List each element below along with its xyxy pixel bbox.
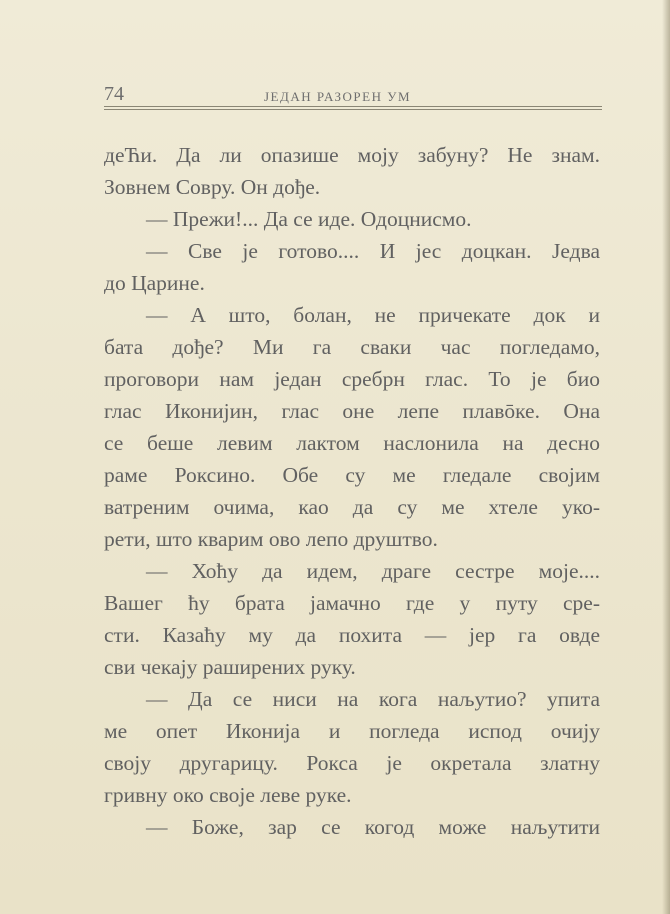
page-number: 74	[104, 83, 124, 105]
text-line: сти. Казаћу му да похита — јер га овде	[104, 623, 600, 647]
text-line: своју другарицу. Рокса је окретала златну	[104, 751, 600, 775]
text-line: раме Роксино. Обе су ме гледале својим	[104, 463, 600, 487]
header-rule-top	[104, 106, 602, 107]
text-line: — Хоћу да идем, драге сестре моје....	[146, 559, 600, 583]
text-line: — Прежи!... Да се иде. Одоцнисмо.	[146, 207, 472, 231]
text-line: ме опет Иконија и погледа испод очију	[104, 719, 600, 743]
text-line: — Боже, зар се когод може наљутити	[146, 815, 600, 839]
text-line: — Све је готово.... И јес доцкан. Једва	[146, 239, 600, 263]
page-header	[104, 84, 602, 106]
text-line: Вашег ћу брата јамачно где у путу сре-	[104, 591, 600, 615]
body-text	[104, 139, 600, 843]
text-line: деЋи. Да ли опазише моју забуну? Не знам.	[104, 143, 600, 167]
text-line: ватреним очима, као да су ме хтеле уко-	[104, 495, 600, 519]
text-line: рети, што кварим ово лепо друштво.	[104, 527, 438, 551]
page-edge-shadow	[662, 0, 670, 914]
text-line: бата дође? Ми га сваки час погледамо,	[104, 335, 600, 359]
text-line: се беше левим лактом наслонила на десно	[104, 431, 600, 455]
text-line: гривну око своје леве руке.	[104, 783, 352, 807]
text-line: проговори нам један сребрн глас. То је био	[104, 367, 600, 391]
text-line: глас Иконијин, глас оне лепе плавōке. Она	[104, 399, 600, 423]
header-rule-bottom	[104, 109, 602, 110]
text-line: до Царине.	[104, 271, 205, 295]
text-line: — Да се ниси на кога наљутио? упита	[146, 687, 600, 711]
running-title: ЈЕДАН РАЗОРЕН УМ	[264, 89, 411, 104]
text-line: Зовнем Совру. Он дође.	[104, 175, 321, 199]
text-line: — А што, болан, не причекате док и	[146, 303, 600, 327]
text-line: сви чекају раширених руку.	[104, 655, 356, 679]
